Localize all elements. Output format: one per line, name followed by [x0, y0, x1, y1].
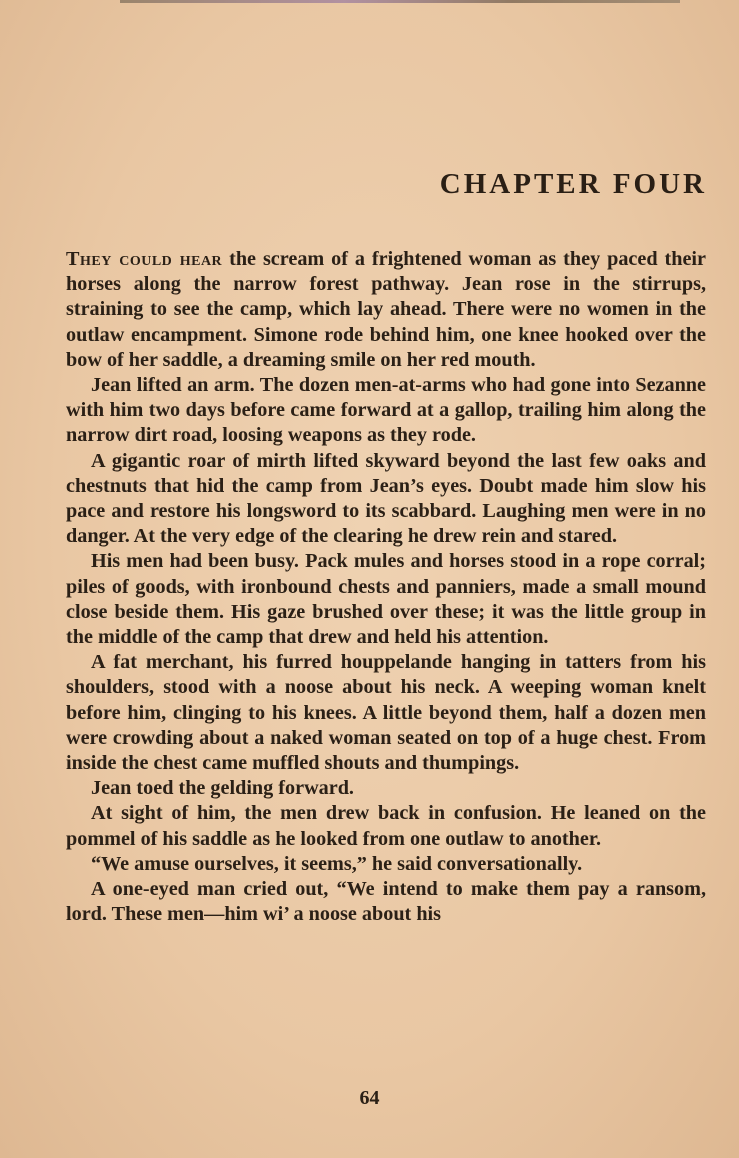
page-top-edge: [120, 0, 680, 3]
paragraph: A fat merchant, his furred houppelande hanging in tatters from his shoulders, stood with a noose about his neck. A weeping woman knelt before him, clinging to his knees. A little beyond them, half a dozen men were crowding about a naked woman seated on top of a huge chest. From inside the chest came muffled shouts and thumpings.: [66, 651, 706, 775]
paragraph: At sight of him, the men drew back in confusion. He leaned on the pommel of his saddle as he looked from one outlaw to another.: [66, 802, 706, 850]
paragraph: His men had been busy. Pack mules and horses stood in a rope corral; piles of goods, with ironbound chests and panniers, made a small mound close beside them. His gaze brushed over these; it was the little group in the middle of the camp that drew and held his attention.: [66, 550, 706, 649]
paragraph-lead-in: They could hear: [66, 248, 223, 270]
paragraph: “We amuse ourselves, it seems,” he said conversationally.: [91, 852, 583, 875]
chapter-body: [66, 247, 706, 927]
page-number: 64: [359, 1087, 380, 1109]
paragraph: A gigantic roar of mirth lifted skyward beyond the last few oaks and chestnuts that hid the camp from Jean’s eyes. Doubt made him slow his pace and restore his longsword to its scabbard. Laughing men were in no danger. At the very edge of the clearing he drew rein and stared.: [66, 449, 706, 548]
paragraph: Jean toed the gelding forward.: [91, 777, 354, 800]
paragraph-text: the scream of a frightened woman as they paced their horses along the narrow forest pathway. Jean rose in the stirrups, straining to see the camp, which lay ahead. There were no women in the outlaw encampment. Simone rode behind him, one knee hooked over the bow of her saddle, a dreaming smile on her red mouth.: [66, 248, 706, 371]
paragraph: [66, 247, 706, 373]
paragraph: Jean lifted an arm. The dozen men-at-arms who had gone into Sezanne with him two days before came forward at a gallop, trailing him along the narrow dirt road, loosing weapons as they rode.: [66, 374, 706, 447]
paragraph: A one-eyed man cried out, “We intend to make them pay a ransom, lord. These men—him wi’ a noose about his: [66, 878, 706, 926]
chapter-title: CHAPTER FOUR: [439, 168, 707, 200]
